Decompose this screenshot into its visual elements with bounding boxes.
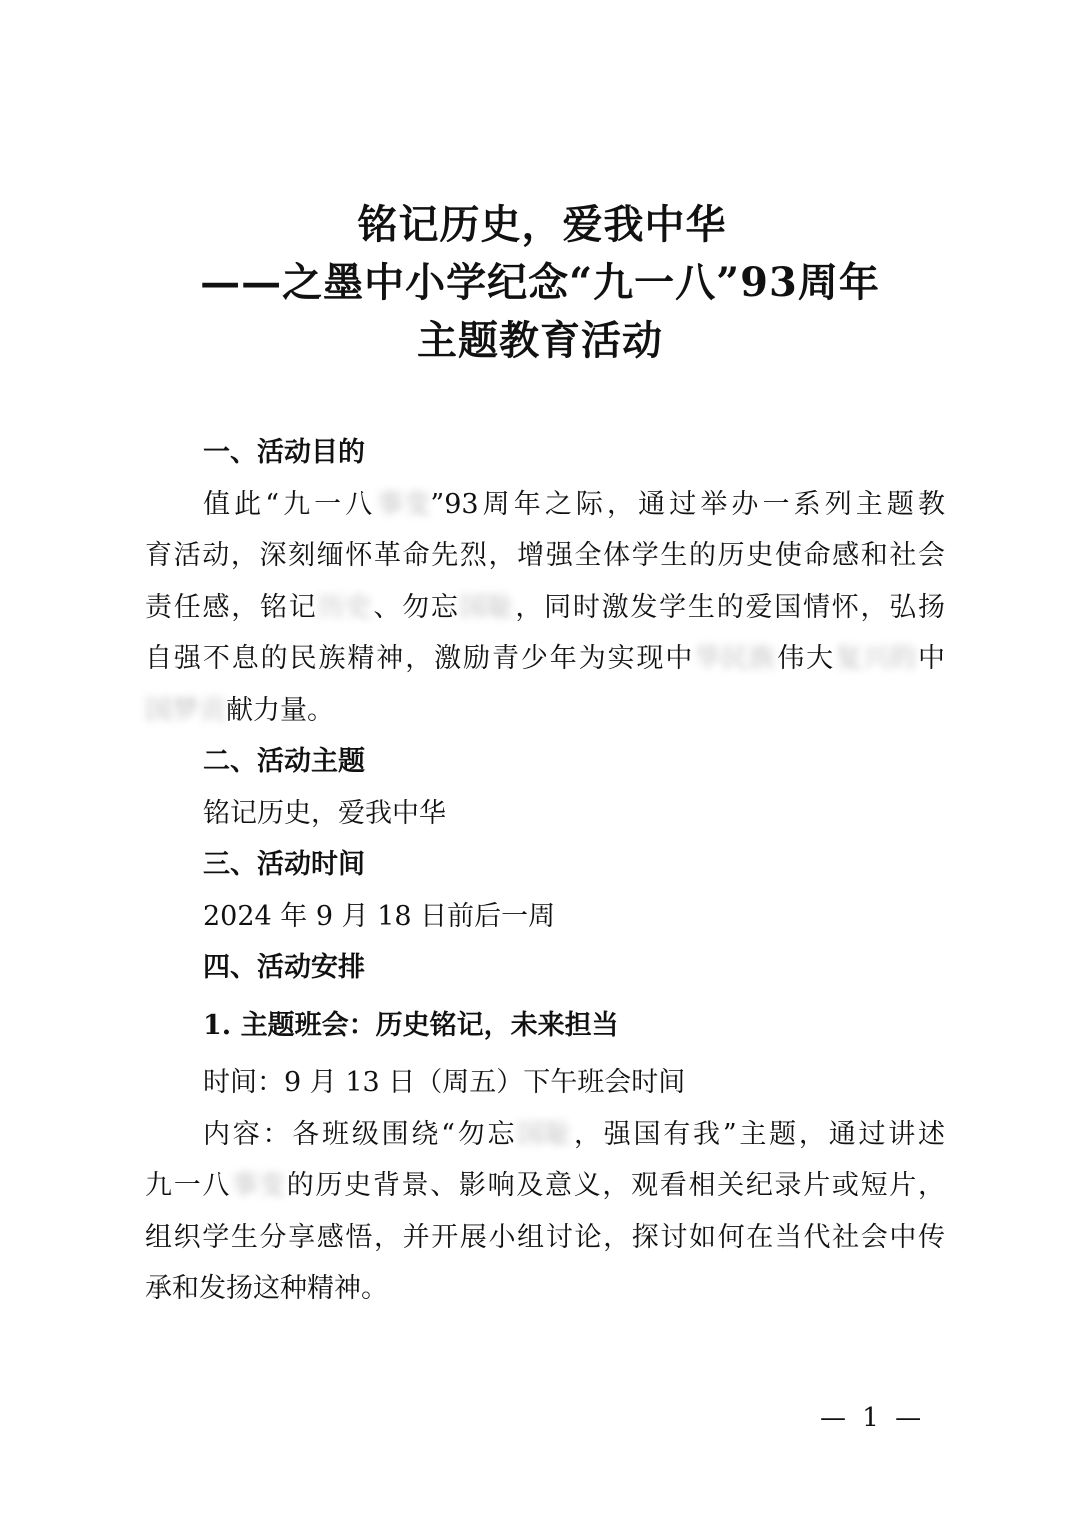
title-line-2: ——之墨中小学纪念“九一八”93周年 <box>200 259 880 306</box>
redacted-text: 事变 <box>376 488 431 520</box>
item-1-content-line-4 <box>145 1263 945 1315</box>
text-run: 、勿忘 <box>371 591 460 623</box>
theme-text: 铭记历史，爱我中华 <box>203 797 446 829</box>
text-run: 值此“九一八 <box>203 488 377 520</box>
redacted-text: 国梦贡 <box>145 694 226 726</box>
text-run: ，强国有我”主题，通过讲述 <box>571 1118 945 1150</box>
item-1-content-line-3 <box>145 1212 945 1264</box>
document-title <box>0 196 1080 370</box>
item-1-heading: 1. 主题班会：历史铭记，未来担当 <box>203 1009 619 1041</box>
purpose-line-2 <box>145 530 945 582</box>
item-1-time: 时间：9 月 13 日（周五）下午班会时间 <box>203 1067 686 1098</box>
purpose-line-3 <box>145 582 945 634</box>
text-run: 责任感，铭记 <box>145 591 318 623</box>
redacted-text: 国耻 <box>517 1118 572 1150</box>
redacted-text: 国耻 <box>459 591 514 623</box>
redacted-text: 复兴的 <box>835 643 917 674</box>
text-run: 献力量。 <box>226 694 334 726</box>
redacted-text: 历史 <box>317 591 372 623</box>
text-run: ，同时激发学生的爱国情怀，弘扬 <box>513 591 946 623</box>
text-run: 中 <box>916 643 946 674</box>
text-run: 承和发扬这种精神。 <box>145 1273 388 1304</box>
text-run: 自强不息的民族精神，激励青少年为实现中 <box>145 643 695 674</box>
title-line-1: 铭记历史，爱我中华 <box>357 201 727 248</box>
section-heading-time: 三、活动时间 <box>203 849 365 880</box>
time-text: 2024 年 9 月 18 日前后一周 <box>203 900 556 932</box>
item-1-content-line-1 <box>145 1109 945 1161</box>
text-run: 九一八 <box>145 1170 232 1201</box>
purpose-line-4 <box>145 633 945 685</box>
redacted-text: 华民族 <box>694 643 776 674</box>
purpose-line-1 <box>145 479 945 531</box>
text-run: 伟大 <box>775 643 836 674</box>
text-run: 内容：各班级围绕“勿忘 <box>203 1118 518 1150</box>
text-run: 的历史背景、影响及意义，观看相关纪录片或短片， <box>285 1170 946 1201</box>
item-1-content-line-2 <box>145 1160 945 1212</box>
section-heading-purpose: 一、活动目的 <box>203 437 365 468</box>
text-run: ”93周年之际，通过举办一系列主题教 <box>430 488 945 520</box>
section-heading-theme: 二、活动主题 <box>203 746 365 777</box>
section-heading-arrangement: 四、活动安排 <box>203 952 365 983</box>
text-run: 育活动，深刻缅怀革命先烈，增强全体学生的历史使命感和社会 <box>145 540 945 571</box>
page-number: — 1 — <box>820 1403 926 1433</box>
purpose-line-5 <box>145 685 945 737</box>
redacted-text: 事变 <box>231 1170 286 1201</box>
document-body <box>145 427 945 1315</box>
title-line-3: 主题教育活动 <box>417 317 663 364</box>
text-run: 组织学生分享感悟，并开展小组讨论，探讨如何在当代社会中传 <box>145 1221 945 1253</box>
